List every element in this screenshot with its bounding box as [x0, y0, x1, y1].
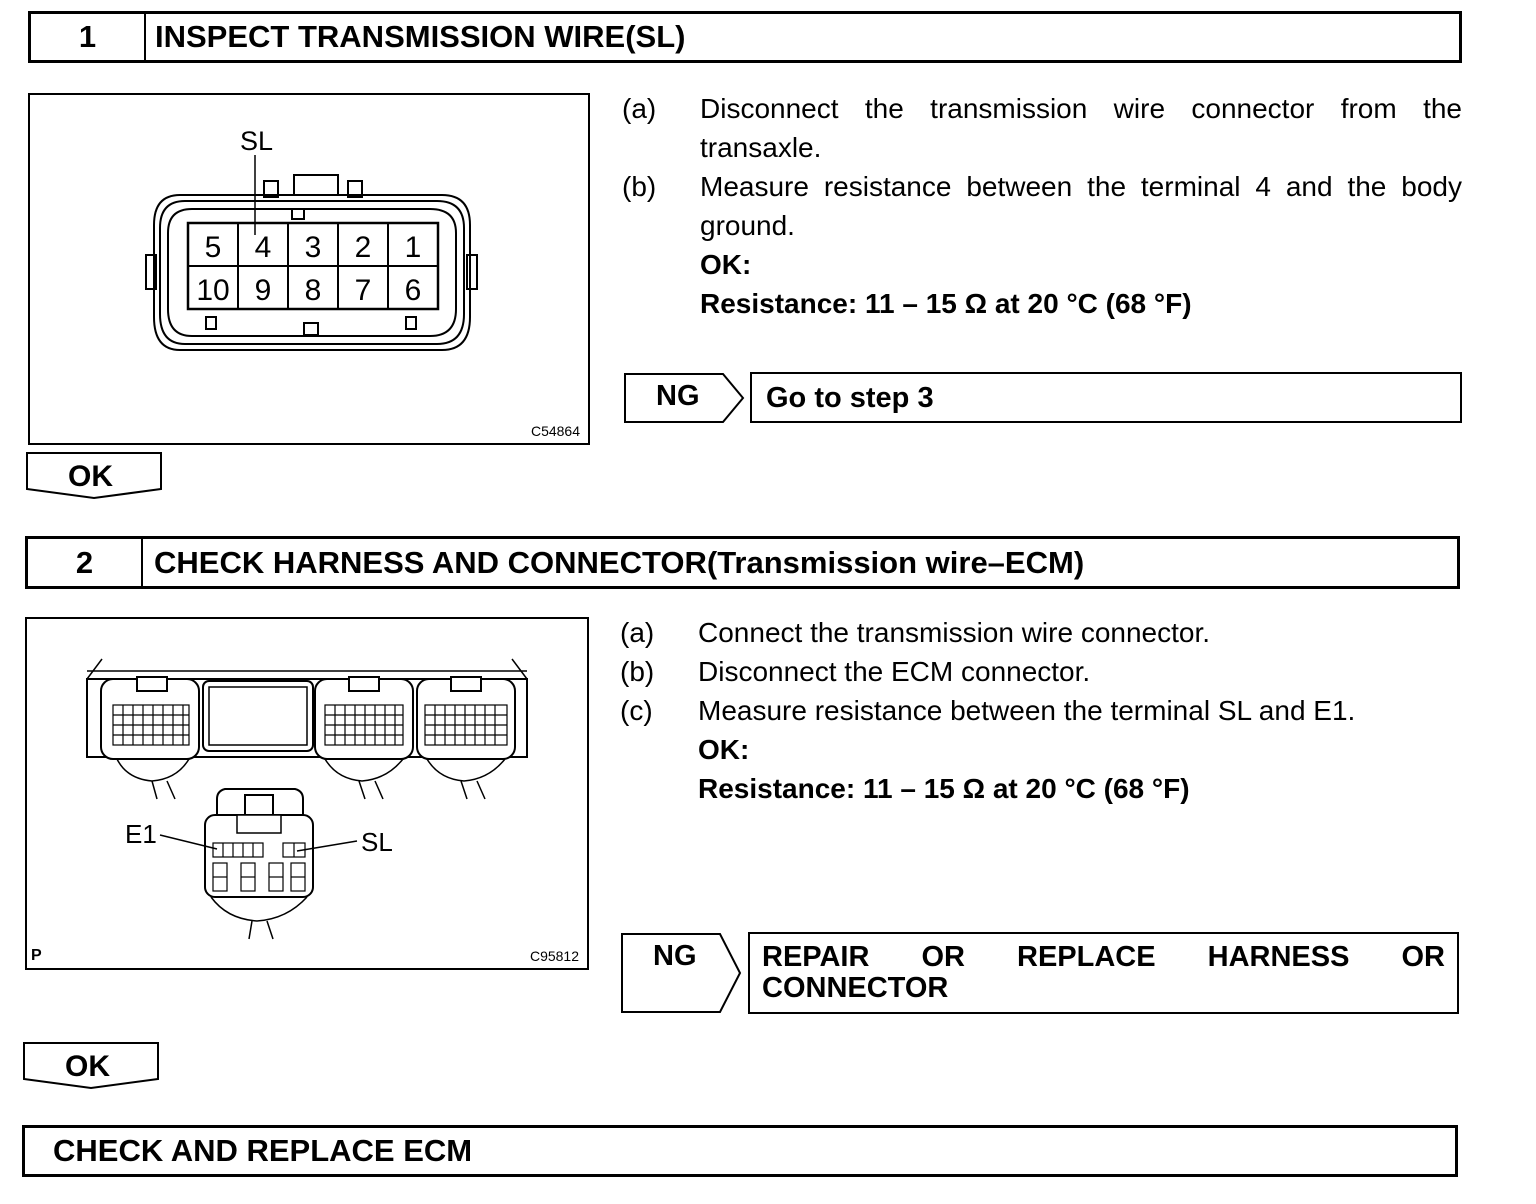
- label-sl: SL: [361, 827, 393, 857]
- pin-label: 1: [404, 231, 422, 264]
- resistance-spec: Resistance: 11 – 15 Ω at 20 °C (68 °F): [698, 773, 1190, 804]
- figure-code: C95812: [529, 948, 579, 964]
- pin-label: 2: [354, 231, 372, 264]
- step2-header: [25, 536, 1460, 589]
- pin-label: 3: [304, 231, 322, 264]
- ng-label: NG: [656, 380, 700, 412]
- ecm-connector-diagram: [27, 619, 587, 968]
- ng-result-go-to-step3[interactable]: Go to step 3: [750, 372, 1462, 423]
- ok-button[interactable]: OK: [68, 460, 113, 493]
- ok-criteria-label: OK:: [698, 734, 750, 765]
- ng-label: NG: [653, 940, 697, 972]
- ok-criteria-label: OK:: [700, 249, 752, 280]
- figure-corner-mark: P: [31, 947, 42, 964]
- instruction-item: (b) Disconnect the ECM connector.: [620, 656, 1091, 687]
- ng-result-repair-harness[interactable]: REPAIR OR REPLACE HARNESS OR CONNECTOR: [748, 932, 1459, 1014]
- pin-label: 10: [196, 274, 230, 307]
- instruction-item: (a) Disconnect the transmission wire connector from the transaxle.: [622, 93, 1462, 163]
- pin-label: 5: [204, 231, 222, 264]
- step1-connector-figure: [28, 93, 590, 445]
- final-action-box: [22, 1125, 1458, 1177]
- pin-label: 6: [404, 274, 422, 307]
- final-title: CHECK AND REPLACE ECM: [53, 1133, 473, 1168]
- step2-title: CHECK HARNESS AND CONNECTOR(Transmission wire–ECM): [154, 544, 1085, 580]
- step2-instructions: [620, 613, 1460, 808]
- label-sl: SL: [240, 126, 274, 156]
- pin-label: 4: [254, 231, 272, 264]
- step2-ecm-figure: [25, 617, 589, 970]
- label-e1: E1: [125, 819, 157, 849]
- pin-label: 8: [304, 274, 322, 307]
- ok-button[interactable]: OK: [65, 1050, 110, 1083]
- pin-label: 9: [254, 274, 272, 307]
- instruction-item: (c) Measure resistance between the terminal SL and E1.: [620, 695, 1356, 726]
- step1-number: 1: [31, 14, 146, 60]
- pin-label: 7: [354, 274, 372, 307]
- instruction-item: (b) Measure resistance between the terminal 4 and the body ground.: [622, 171, 1462, 241]
- instruction-item: (a) Connect the transmission wire connector.: [620, 617, 1211, 648]
- resistance-spec: Resistance: 11 – 15 Ω at 20 °C (68 °F): [700, 288, 1192, 319]
- connector-10pin-diagram: [30, 95, 588, 443]
- figure-code: C54864: [530, 423, 580, 439]
- step1-header: [28, 11, 1462, 63]
- step1-instructions: [622, 89, 1462, 323]
- step2-number: 2: [28, 539, 143, 586]
- step1-title: INSPECT TRANSMISSION WIRE(SL): [155, 19, 686, 54]
